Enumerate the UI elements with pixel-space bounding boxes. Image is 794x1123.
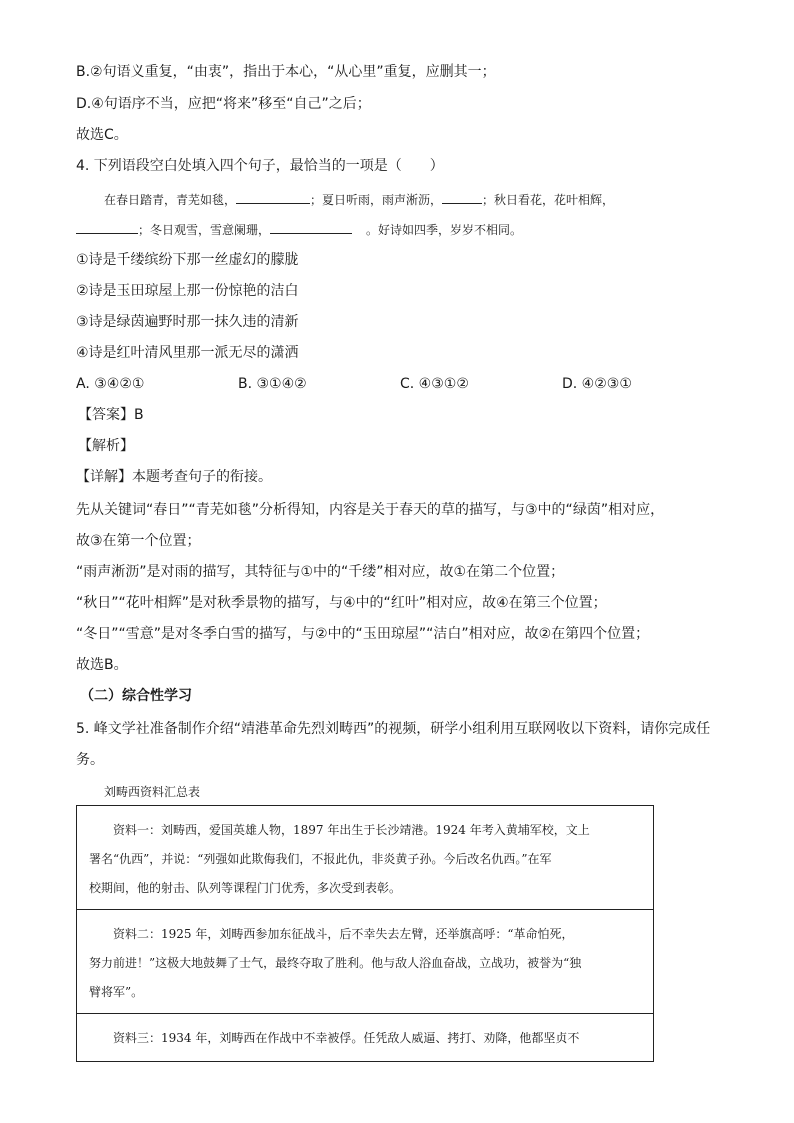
passage-part-2: ；夏日听雨，雨声淅沥， (310, 193, 443, 207)
option-b-text: B.②句语义重复，“由衷”，指出于本心，“从心里”重复，应删其一； (76, 64, 496, 80)
section-heading: （二）综合性学习 (80, 688, 192, 704)
choose-c-text: 故选C。 (76, 127, 128, 143)
info-table (76, 805, 654, 1062)
passage-part-5: 。好诗如四季，岁岁不相同。 (366, 223, 523, 237)
table-row-line: 努力前进！”这极大地鼓舞了士气，最终夺取了胜利。他与敌人浴血奋战，立战功，被誉为“独 (89, 956, 582, 970)
sentence-item: ④诗是红叶清风里那一派无尽的潇洒 (76, 345, 299, 361)
sentence-item: ②诗是玉田琼屋上那一份惊艳的洁白 (76, 283, 299, 299)
passage-line-2 (76, 219, 522, 240)
question-5-stem-cont: 务。 (76, 752, 104, 768)
passage-part-4: ；冬日观雪，雪意阑珊， (138, 223, 271, 237)
passage-part-3: ；秋日看花，花叶相辉， (482, 193, 615, 207)
analysis-label: 【解析】 (78, 438, 134, 454)
table-row (77, 910, 653, 1014)
blank-4 (270, 219, 352, 234)
answer-label: 【答案】B (78, 407, 144, 423)
analysis-line: 故选B。 (76, 657, 128, 673)
analysis-line: 先从关键词“春日”“青芜如毯”分析得知，内容是关于春天的草的描写，与③中的“绿茵”相对应， (76, 502, 665, 518)
passage-part-1: 在春日踏青，青芜如毯， (104, 193, 237, 207)
choice-c: C. ④③①② (400, 376, 469, 392)
table-caption: 刘畴西资料汇总表 (104, 785, 201, 799)
blank-1 (236, 189, 310, 204)
choice-row (76, 374, 716, 394)
detail-text: 【详解】本题考查句子的衔接。 (76, 469, 272, 485)
table-row (77, 1014, 653, 1061)
analysis-line: “冬日”“雪意”是对冬季白雪的描写，与②中的“玉田琼屋”“洁白”相对应，故②在第四个位置； (76, 626, 650, 642)
table-row-line: 校期间，他的射击、队列等课程门门优秀，多次受到表彰。 (89, 881, 402, 895)
table-row (77, 806, 653, 910)
option-d-text: D.④句语序不当，应把“将来”移至“自己”之后； (76, 96, 371, 112)
blank-3 (76, 219, 138, 234)
question-5-stem: 5. 峰文学社准备制作介绍“靖港革命先烈刘畴西”的视频，研学小组利用互联网收以下资料，请你完成任 (76, 721, 711, 737)
analysis-line: “雨声淅沥”是对雨的描写，其特征与①中的“千缕”相对应，故①在第二个位置； (76, 564, 565, 580)
table-row-line: 资料一：刘畴西，爱国英雄人物，1897 年出生于长沙靖港。1924 年考入黄埔军校，文上 (113, 823, 590, 837)
question-4-stem: 4. 下列语段空白处填入四个句子，最恰当的一项是（ ） (76, 158, 444, 174)
choice-b: B. ③①④② (238, 376, 307, 392)
sentence-item: ①诗是千缕缤纷下那一丝虚幻的朦胧 (76, 252, 299, 268)
blank-2 (442, 189, 482, 204)
passage-line-1 (104, 189, 614, 210)
table-row-line: 资料三：1934 年，刘畴西在作战中不幸被俘。任凭敌人威逼、拷打、劝降，他都坚贞不 (113, 1031, 580, 1045)
table-row-line: 资料二：1925 年，刘畴西参加东征战斗，后不幸失去左臂，还举旗高呼：“革命怕死， (113, 927, 574, 941)
sentence-item: ③诗是绿茵遍野时那一抹久违的清新 (76, 314, 299, 330)
choice-d: D. ④②③① (562, 376, 632, 392)
analysis-line: “秋日”“花叶相辉”是对秋季景物的描写，与④中的“红叶”相对应，故④在第三个位置； (76, 595, 607, 611)
analysis-line: 故③在第一个位置； (76, 533, 201, 549)
table-row-line: 署名“仇西”，并说：“列强如此欺侮我们，不报此仇，非炎黄子孙。今后改名仇西。”在军 (89, 852, 552, 866)
table-row-line: 臂将军”。 (89, 985, 144, 999)
choice-a: A. ③④②① (76, 376, 145, 392)
